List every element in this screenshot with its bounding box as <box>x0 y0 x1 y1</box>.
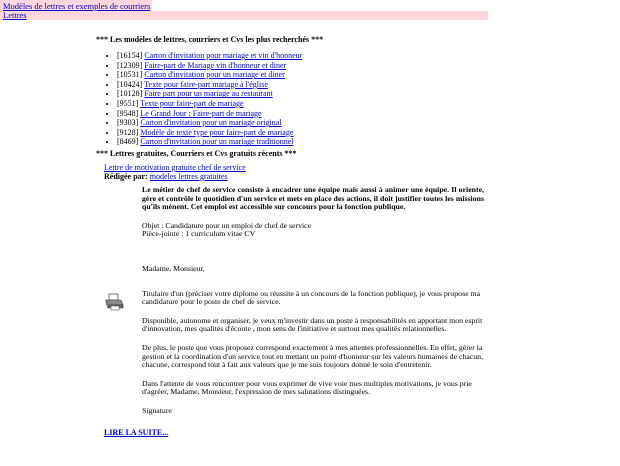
popular-letter-link[interactable]: Faire-part de Mariage vin d'honneur et diner <box>144 60 287 70</box>
popular-list-item <box>117 99 302 109</box>
written-by-label: Rédigée par: <box>104 171 148 181</box>
article-intro: Le métier de chef de service consiste à encadrer une équipe mais aussi à animer une équipe. Il oriente, gère et contrôle le quotidien d'un service et mets en place des actions, il doit justifier toutes les missions qu'ils mènent. Cet emploi est accessible sur concours pour la fonction publique. <box>142 185 484 212</box>
view-count: [16154] <box>117 51 143 60</box>
popular-list-item <box>117 61 302 71</box>
top-navigation <box>0 0 488 20</box>
recent-heading: *** Lettres gratuites, Courriers et Cvs gratuits récents *** <box>96 149 297 158</box>
popular-letter-link[interactable]: Le Grand Jour : Faire-part de mariage <box>140 108 262 118</box>
view-count: [10424] <box>117 79 143 89</box>
popular-letter-link[interactable]: Texte pour faire-part de mariage <box>140 98 244 108</box>
popular-list-item <box>117 80 302 90</box>
paragraph-2: Disponible, autonome et organiser, je veux m'investir dans un poste à responsabilités en apportant mon esprit d'innovation, mes qualités d'écoute , mon sens de l'initiative et surtout mes qualités relationnelles. <box>142 315 483 334</box>
top-row-letters <box>0 11 488 20</box>
popular-list <box>106 51 302 147</box>
popular-list-item <box>117 70 302 80</box>
popular-letter-link[interactable]: Carton d'invitation pour mariage et vin d'honneur <box>144 51 303 60</box>
recent-letter-header <box>104 164 484 181</box>
popular-list-item <box>117 137 302 147</box>
home-link[interactable]: Modèles de lettres et exemples de courriers <box>3 1 151 11</box>
popular-letter-link[interactable]: Carton d'invitation pour un mariage traditionnel <box>140 137 294 147</box>
popular-letter-link[interactable]: Carton d'invitation pour un mariage original <box>140 118 282 128</box>
popular-list-item <box>117 118 302 128</box>
paragraph-3: De plus, le poste que vous proposez correspond exactement à mes attentes professionnelles. En effet, gérer la gestion et la coordination d'un service tout en mettant un point d'honneur sur les valeurs humaines de chacun, chacune, correspond tout à fait aux valeurs que je me suis toujours donné le soin d'entretenir. <box>142 342 484 370</box>
popular-letter-link[interactable]: Texte pour faire-part mariage à l'église <box>144 79 268 89</box>
popular-letter-link[interactable]: Carton d'invitation pour un mariage et diner <box>144 70 285 80</box>
view-count: [10531] <box>117 70 143 80</box>
attachment-line: Pièce-jointe : 1 curriculum vitae CV <box>142 229 256 239</box>
popular-list-item <box>117 89 302 99</box>
object-line: Objet : Candidature pour un emploi de chef de service <box>142 220 312 230</box>
popular-list-item <box>117 109 302 119</box>
recent-letter-title-link[interactable]: Lettre de motivation gratuite chef de service <box>104 163 246 172</box>
view-count: [9128] <box>117 127 139 137</box>
view-count: [12309] <box>117 60 143 70</box>
view-count: [9551] <box>117 98 139 108</box>
popular-heading: *** Les modèles de lettres, courriers et Cvs les plus recherchés *** <box>96 35 324 44</box>
popular-letter-link[interactable]: Modèle de texte type pour faire-part de mariage <box>140 127 294 137</box>
letter-article <box>142 186 484 416</box>
view-count: [8469] <box>117 137 139 147</box>
paragraph-4: Dans l'attente de vous rencontrer pour vous exprimer de vive voie mes multiples motivations, je vous prie d'agréer, Madame, Monsieur, l'expression de mes salutations distinguées. <box>142 378 472 397</box>
letters-link[interactable]: Lettres <box>3 10 27 20</box>
author-link[interactable]: modeles lettres gratuites <box>149 171 228 181</box>
popular-list-item <box>117 51 302 61</box>
paragraph-1: Titulaire d'un (préciser votre diplome ou réussite à un concours de la fonction publique), je vous propose ma candidature pour le poste de chef de service. <box>142 288 481 307</box>
salutation: Madame, Monsieur, <box>142 263 205 273</box>
popular-list-item <box>117 128 302 138</box>
view-count: [9548] <box>117 108 139 118</box>
signature: Signature <box>142 405 172 415</box>
printer-icon[interactable] <box>104 293 124 311</box>
read-more-link[interactable]: LIRE LA SUITE... <box>104 428 169 437</box>
popular-letter-link[interactable]: Faire part pour un mariage au restaurant <box>144 89 273 99</box>
view-count: [9303] <box>117 118 139 128</box>
view-count: [10128] <box>117 89 143 99</box>
